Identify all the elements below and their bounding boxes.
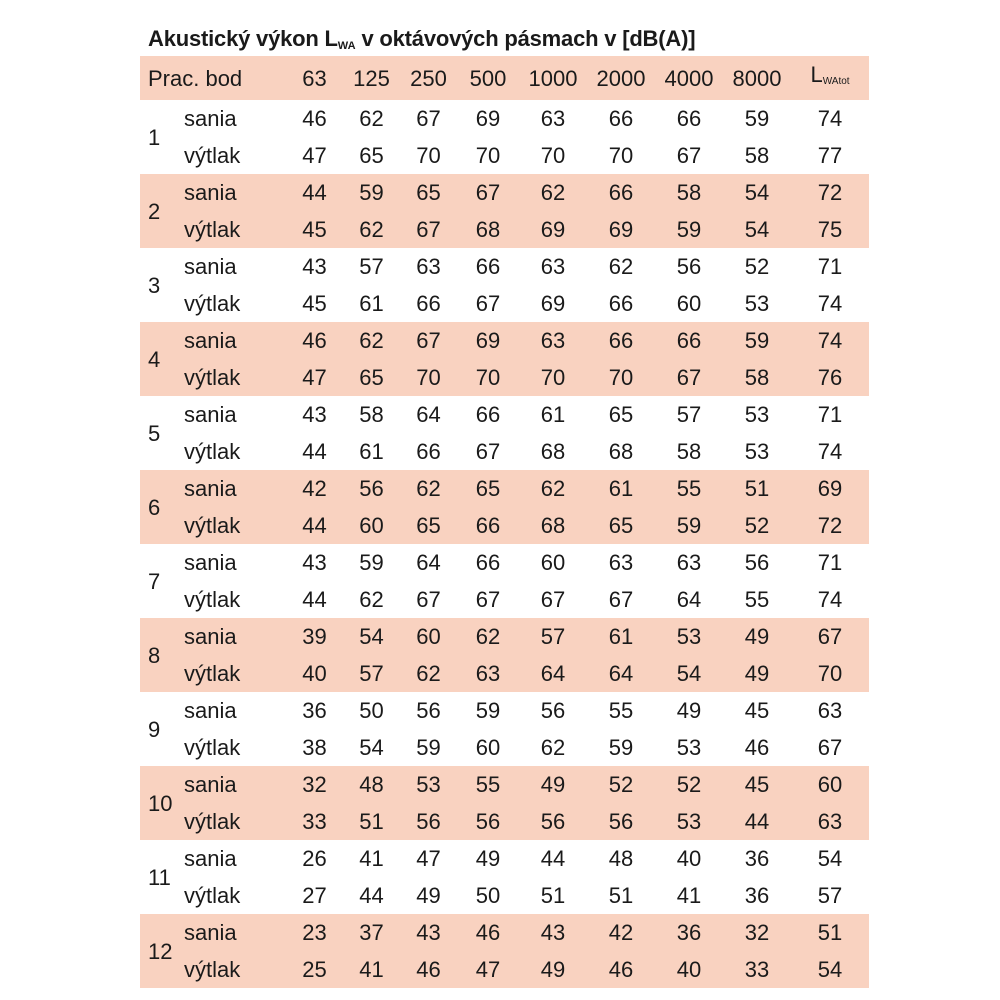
band-value-cell: 62 (400, 655, 457, 692)
band-value-cell: 45 (302, 291, 327, 316)
band-value-cell: 66 (416, 291, 441, 316)
band-value-cell: 44 (302, 587, 327, 612)
band-value-cell: 56 (744, 550, 770, 575)
operating-point-number: 11 (148, 864, 171, 890)
band-value-cell: 59 (416, 735, 441, 760)
table-row (140, 507, 869, 544)
band-value-cell: 36 (655, 914, 723, 951)
operating-point-number: 8 (140, 618, 174, 692)
band-value-cell: 55 (655, 470, 723, 507)
band-value-cell: 46 (286, 322, 343, 359)
band-value-cell: 62 (400, 470, 457, 507)
suction-label: sania (184, 698, 237, 723)
band-value-cell: 41 (676, 883, 702, 908)
band-value-cell: 70 (519, 359, 587, 396)
band-value-cell: 45 (286, 211, 343, 248)
table-row (140, 359, 869, 396)
band-value-cell: 67 (540, 587, 566, 612)
title-suffix: v oktávových pásmach v [dB(A)] (355, 26, 696, 51)
band-value-cell: 56 (676, 254, 702, 279)
band-value-cell: 67 (475, 587, 501, 612)
band-value-cell: 52 (723, 507, 791, 544)
band-value-cell: 69 (587, 211, 655, 248)
band-value-cell: 67 (400, 211, 457, 248)
table-row (140, 174, 869, 211)
band-value-cell: 70 (587, 359, 655, 396)
band-value-cell: 63 (608, 550, 634, 575)
total-value-cell: 71 (817, 402, 843, 427)
band-value-cell: 70 (608, 143, 634, 168)
band-value-cell: 66 (655, 322, 723, 359)
band-value-cell: 53 (655, 803, 723, 840)
band-value-cell: 64 (416, 550, 441, 575)
band-value-cell: 38 (302, 735, 327, 760)
band-value-cell: 56 (457, 803, 519, 840)
band-value-cell: 54 (723, 211, 791, 248)
band-value-cell: 49 (475, 846, 501, 871)
suction-label: sania (174, 618, 286, 655)
band-value-cell: 41 (359, 846, 384, 871)
band-value-cell: 63 (457, 655, 519, 692)
total-value-cell: 77 (817, 143, 843, 168)
band-value-cell: 67 (676, 143, 702, 168)
operating-point-number: 10 (140, 766, 174, 840)
total-value-cell: 72 (791, 174, 869, 211)
band-value-cell: 58 (676, 439, 702, 464)
band-value-cell: 66 (457, 507, 519, 544)
band-value-cell: 69 (457, 322, 519, 359)
band-value-cell: 33 (723, 951, 791, 988)
band-value-cell: 58 (723, 359, 791, 396)
band-value-cell: 68 (540, 439, 566, 464)
band-value-cell: 66 (475, 402, 501, 427)
band-value-cell: 56 (400, 803, 457, 840)
operating-point-number: 4 (140, 322, 174, 396)
total-value-cell: 74 (817, 439, 843, 464)
total-value-cell: 71 (817, 550, 843, 575)
header-band-125: 125 (343, 56, 400, 100)
table-row (140, 914, 869, 951)
band-value-cell: 59 (475, 698, 501, 723)
band-value-cell: 68 (457, 211, 519, 248)
discharge-label: výtlak (174, 211, 286, 248)
band-value-cell: 46 (744, 735, 770, 760)
band-value-cell: 47 (286, 359, 343, 396)
band-value-cell: 65 (359, 143, 384, 168)
band-value-cell: 47 (302, 143, 327, 168)
band-value-cell: 62 (519, 470, 587, 507)
band-value-cell: 59 (359, 550, 384, 575)
table-body (140, 100, 869, 988)
total-value-cell: 71 (817, 254, 843, 279)
band-value-cell: 70 (540, 143, 566, 168)
total-value-cell: 51 (791, 914, 869, 951)
band-value-cell: 64 (519, 655, 587, 692)
table-row (140, 877, 869, 914)
discharge-label: výtlak (184, 735, 241, 760)
band-value-cell: 45 (723, 766, 791, 803)
band-value-cell: 67 (608, 587, 634, 612)
total-value-cell: 70 (791, 655, 869, 692)
suction-label: sania (174, 470, 286, 507)
band-value-cell: 65 (608, 402, 634, 427)
total-value-cell: 76 (791, 359, 869, 396)
band-value-cell: 65 (343, 359, 400, 396)
suction-label: sania (174, 322, 286, 359)
band-value-cell: 66 (475, 254, 501, 279)
band-value-cell: 53 (676, 735, 702, 760)
band-value-cell: 63 (519, 322, 587, 359)
operating-point-number: 3 (148, 272, 161, 298)
band-value-cell: 55 (744, 587, 770, 612)
band-value-cell: 49 (519, 951, 587, 988)
suction-label: sania (184, 846, 237, 871)
operating-point-number: 2 (140, 174, 174, 248)
band-value-cell: 54 (359, 735, 384, 760)
header-band-500: 500 (457, 56, 519, 100)
total-value-cell: 67 (791, 618, 869, 655)
band-value-cell: 45 (744, 698, 770, 723)
band-value-cell: 48 (608, 846, 634, 871)
band-value-cell: 62 (359, 587, 384, 612)
band-value-cell: 60 (400, 618, 457, 655)
band-value-cell: 63 (416, 254, 441, 279)
band-value-cell: 44 (540, 846, 566, 871)
band-value-cell: 53 (744, 291, 770, 316)
band-value-cell: 44 (723, 803, 791, 840)
band-value-cell: 66 (416, 439, 441, 464)
band-value-cell: 58 (744, 143, 770, 168)
band-value-cell: 53 (400, 766, 457, 803)
band-value-cell: 67 (457, 174, 519, 211)
band-value-cell: 59 (655, 507, 723, 544)
band-value-cell: 49 (519, 766, 587, 803)
total-value-cell: 72 (791, 507, 869, 544)
band-value-cell: 66 (587, 322, 655, 359)
operating-point-number: 9 (148, 716, 161, 742)
band-value-cell: 63 (540, 254, 566, 279)
band-value-cell: 53 (655, 618, 723, 655)
table-row (140, 137, 869, 174)
table-row (140, 951, 869, 988)
band-value-cell: 52 (744, 254, 770, 279)
total-value-cell: 74 (791, 322, 869, 359)
band-value-cell: 46 (302, 106, 327, 131)
total-value-cell: 74 (817, 291, 843, 316)
discharge-label: výtlak (184, 587, 241, 612)
band-value-cell: 55 (608, 698, 634, 723)
discharge-label: výtlak (174, 359, 286, 396)
band-value-cell: 63 (676, 550, 702, 575)
header-band-63: 63 (286, 56, 343, 100)
band-value-cell: 42 (587, 914, 655, 951)
total-value-cell: 54 (817, 846, 843, 871)
title-prefix: Akustický výkon L (148, 26, 338, 51)
discharge-label: výtlak (174, 507, 286, 544)
band-value-cell: 51 (343, 803, 400, 840)
band-value-cell: 23 (286, 914, 343, 951)
table-row (140, 322, 869, 359)
operating-point-number: 7 (148, 568, 161, 594)
band-value-cell: 42 (286, 470, 343, 507)
band-value-cell: 57 (343, 655, 400, 692)
header-band-2000: 2000 (587, 56, 655, 100)
band-value-cell: 66 (587, 174, 655, 211)
table-row (140, 285, 869, 322)
band-value-cell: 64 (416, 402, 441, 427)
suction-label: sania (174, 914, 286, 951)
band-value-cell: 65 (587, 507, 655, 544)
discharge-label: výtlak (174, 951, 286, 988)
table-row (140, 803, 869, 840)
band-value-cell: 60 (676, 291, 702, 316)
band-value-cell: 70 (416, 143, 441, 168)
band-value-cell: 62 (608, 254, 634, 279)
total-value-cell: 63 (791, 803, 869, 840)
operating-point-number: 6 (140, 470, 174, 544)
band-value-cell: 70 (400, 359, 457, 396)
band-value-cell: 49 (416, 883, 441, 908)
total-value-cell: 74 (817, 587, 843, 612)
band-value-cell: 51 (540, 883, 566, 908)
band-value-cell: 65 (400, 507, 457, 544)
band-value-cell: 39 (286, 618, 343, 655)
band-value-cell: 61 (359, 291, 384, 316)
band-value-cell: 65 (457, 470, 519, 507)
table-row (140, 840, 869, 877)
band-value-cell: 61 (587, 470, 655, 507)
discharge-label: výtlak (184, 143, 241, 168)
suction-label: sania (184, 402, 237, 427)
band-value-cell: 60 (540, 550, 566, 575)
band-value-cell: 70 (475, 143, 501, 168)
table-row (140, 766, 869, 803)
title-subscript: WA (337, 40, 356, 52)
band-value-cell: 62 (540, 735, 566, 760)
operating-point-number: 5 (148, 420, 161, 446)
band-value-cell: 61 (587, 618, 655, 655)
band-value-cell: 54 (343, 618, 400, 655)
table-row (140, 211, 869, 248)
band-value-cell: 62 (519, 174, 587, 211)
table-row (140, 544, 869, 581)
table-row (140, 470, 869, 507)
suction-label: sania (184, 550, 237, 575)
band-value-cell: 56 (343, 470, 400, 507)
band-value-cell: 43 (302, 402, 327, 427)
band-value-cell: 62 (343, 211, 400, 248)
band-value-cell: 60 (475, 735, 501, 760)
header-band-250: 250 (400, 56, 457, 100)
band-value-cell: 55 (457, 766, 519, 803)
band-value-cell: 32 (723, 914, 791, 951)
table-row (140, 729, 869, 766)
band-value-cell: 27 (302, 883, 327, 908)
band-value-cell: 43 (302, 254, 327, 279)
band-value-cell: 66 (676, 106, 702, 131)
band-value-cell: 58 (359, 402, 384, 427)
band-value-cell: 57 (359, 254, 384, 279)
total-value-cell: 54 (791, 951, 869, 988)
band-value-cell: 64 (676, 587, 702, 612)
band-value-cell: 67 (475, 291, 501, 316)
suction-label: sania (174, 766, 286, 803)
band-value-cell: 44 (286, 174, 343, 211)
band-value-cell: 53 (744, 439, 770, 464)
discharge-label: výtlak (184, 439, 241, 464)
band-value-cell: 68 (519, 507, 587, 544)
band-value-cell: 40 (676, 846, 702, 871)
table-row (140, 396, 869, 433)
header-row (140, 56, 869, 100)
band-value-cell: 61 (540, 402, 566, 427)
band-value-cell: 51 (608, 883, 634, 908)
acoustic-power-table (140, 56, 869, 988)
discharge-label: výtlak (184, 883, 241, 908)
band-value-cell: 59 (655, 211, 723, 248)
table-title (140, 22, 858, 56)
suction-label: sania (174, 174, 286, 211)
table-row (140, 692, 869, 729)
band-value-cell: 46 (457, 914, 519, 951)
band-value-cell: 62 (457, 618, 519, 655)
total-value-cell: 75 (791, 211, 869, 248)
band-value-cell: 59 (608, 735, 634, 760)
band-value-cell: 52 (587, 766, 655, 803)
band-value-cell: 32 (286, 766, 343, 803)
band-value-cell: 69 (475, 106, 501, 131)
band-value-cell: 36 (302, 698, 327, 723)
band-value-cell: 50 (475, 883, 501, 908)
band-value-cell: 47 (457, 951, 519, 988)
band-value-cell: 66 (475, 550, 501, 575)
total-value-cell: 63 (817, 698, 843, 723)
band-value-cell: 60 (343, 507, 400, 544)
band-value-cell: 49 (723, 618, 791, 655)
header-band-1000: 1000 (519, 56, 587, 100)
total-value-cell: 60 (791, 766, 869, 803)
operating-point-number: 1 (148, 124, 161, 150)
operating-point-number: 12 (140, 914, 174, 988)
header-total-sub: WAtot (822, 76, 850, 87)
band-value-cell: 44 (286, 507, 343, 544)
band-value-cell: 67 (475, 439, 501, 464)
suction-label: sania (184, 254, 237, 279)
band-value-cell: 44 (302, 439, 327, 464)
header-band-4000: 4000 (655, 56, 723, 100)
band-value-cell: 69 (540, 291, 566, 316)
suction-label: sania (184, 106, 237, 131)
band-value-cell: 44 (359, 883, 384, 908)
band-value-cell: 41 (343, 951, 400, 988)
band-value-cell: 56 (416, 698, 441, 723)
band-value-cell: 26 (302, 846, 327, 871)
acoustic-power-document (140, 22, 858, 988)
band-value-cell: 57 (676, 402, 702, 427)
band-value-cell: 50 (359, 698, 384, 723)
band-value-cell: 61 (359, 439, 384, 464)
band-value-cell: 36 (744, 846, 770, 871)
band-value-cell: 56 (540, 698, 566, 723)
band-value-cell: 63 (540, 106, 566, 131)
band-value-cell: 25 (286, 951, 343, 988)
band-value-cell: 67 (655, 359, 723, 396)
band-value-cell: 46 (400, 951, 457, 988)
band-value-cell: 37 (343, 914, 400, 951)
band-value-cell: 43 (400, 914, 457, 951)
table-row (140, 618, 869, 655)
band-value-cell: 52 (655, 766, 723, 803)
header-operating-point: Prac. bod (140, 56, 286, 100)
table-row (140, 248, 869, 285)
table-row (140, 581, 869, 618)
band-value-cell: 56 (587, 803, 655, 840)
band-value-cell: 62 (343, 322, 400, 359)
band-value-cell: 49 (723, 655, 791, 692)
band-value-cell: 59 (343, 174, 400, 211)
band-value-cell: 54 (655, 655, 723, 692)
band-value-cell: 51 (723, 470, 791, 507)
total-value-cell: 74 (817, 106, 843, 131)
band-value-cell: 43 (302, 550, 327, 575)
discharge-label: výtlak (184, 291, 241, 316)
header-band-8000: 8000 (723, 56, 791, 100)
discharge-label: výtlak (174, 655, 286, 692)
band-value-cell: 49 (676, 698, 702, 723)
band-value-cell: 59 (723, 322, 791, 359)
band-value-cell: 40 (655, 951, 723, 988)
band-value-cell: 46 (587, 951, 655, 988)
discharge-label: výtlak (174, 803, 286, 840)
band-value-cell: 33 (286, 803, 343, 840)
band-value-cell: 64 (587, 655, 655, 692)
band-value-cell: 67 (416, 587, 441, 612)
band-value-cell: 43 (519, 914, 587, 951)
total-value-cell: 57 (817, 883, 843, 908)
table-row (140, 100, 869, 137)
header-total-main: L (810, 62, 823, 87)
band-value-cell: 67 (400, 322, 457, 359)
total-value-cell: 67 (817, 735, 843, 760)
band-value-cell: 66 (608, 106, 634, 131)
band-value-cell: 59 (744, 106, 770, 131)
band-value-cell: 36 (744, 883, 770, 908)
total-value-cell: 69 (791, 470, 869, 507)
band-value-cell: 66 (608, 291, 634, 316)
band-value-cell: 47 (416, 846, 441, 871)
band-value-cell: 69 (519, 211, 587, 248)
band-value-cell: 53 (744, 402, 770, 427)
band-value-cell: 56 (519, 803, 587, 840)
band-value-cell: 48 (343, 766, 400, 803)
band-value-cell: 67 (416, 106, 441, 131)
band-value-cell: 62 (359, 106, 384, 131)
table-row (140, 655, 869, 692)
band-value-cell: 58 (655, 174, 723, 211)
band-value-cell: 70 (457, 359, 519, 396)
band-value-cell: 68 (608, 439, 634, 464)
band-value-cell: 65 (400, 174, 457, 211)
band-value-cell: 54 (723, 174, 791, 211)
header-total (791, 56, 869, 100)
band-value-cell: 57 (519, 618, 587, 655)
table-row (140, 433, 869, 470)
band-value-cell: 40 (286, 655, 343, 692)
